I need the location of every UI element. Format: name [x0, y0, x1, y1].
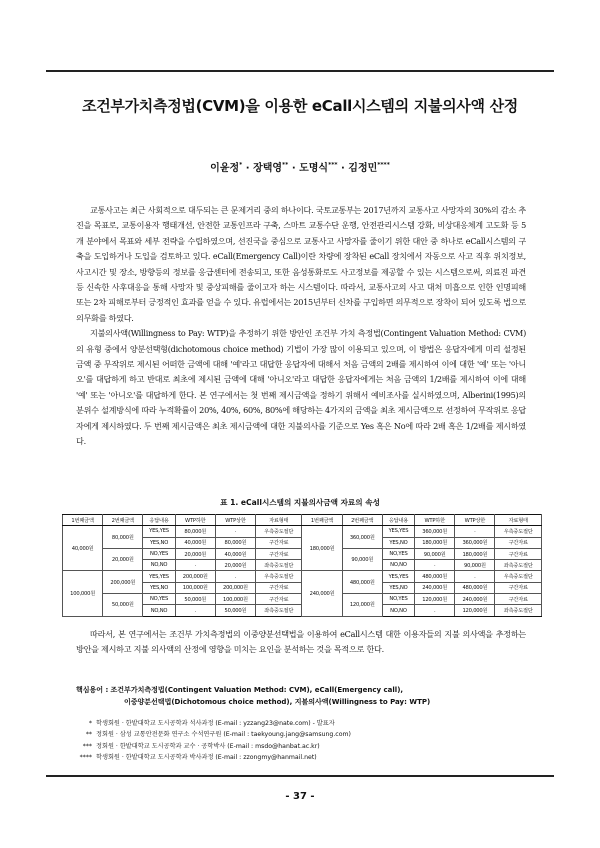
- table-cell: YES,NO: [382, 582, 414, 593]
- author-separator: ·: [341, 163, 345, 174]
- paragraph-intro: 교통사고는 최근 사회적으로 대두되는 큰 문제거리 중의 하나이다. 국토교통부는 2017년까지 교통사고 사망자의 30%의 감소 추진을 목표로, 교통이용자 행태개선, 안전한 교통인프라 구축, 스마트 교통수단 운행, 안전관리시스템 강화, 비상대응체계 고도화 등 5개 분야에서 목표와 세부 전략을 수립하였으며, 선진국을 중심으로 교통사고 사망자를 줄이기 위한 대안 중 하나로 eCall시스템의 구축을 도입하거나 도입을 검토하고 있다. eCall(Emergency Call)이란 차량에 장착된 eCall 장치에서 자동으로 사고 직후 위치정보, 사고시간 및 장소, 방향등의 정보를 응급센터에 전송되고, 또한 음성통화로도 사고정보를 제공할 수 있는 시스템으로써, 의료진 파견 등 신속한 사후대응을 통해 사망자 및 중상피해를 줄이고자 하는 시스템이다. 따라서, 교통사고의 사고 대처 미흡으로 인한 인명피해 또는 2차 피해로부터 긍정적인 효과를 얻을 수 있다. 유럽에서는 2015년부터 신차를 구입하면 의무적으로 장착이 되어 있도록 법으로 의무화를 하였다.: [76, 205, 526, 323]
- author-name: 장택영: [253, 163, 283, 174]
- table-caption: 표 1. eCall시스템의 지불의사금액 자료의 속성: [220, 498, 380, 507]
- table-cell: 우측중도절단: [495, 526, 542, 537]
- paper-title: 조건부가치측정법(CVM)을 이용한 eCall시스템의 지불의사액 산정: [82, 97, 518, 115]
- table-cell: YES,YES: [143, 571, 175, 582]
- author-mark: ***: [328, 161, 338, 169]
- table-cell: 좌측중도절단: [495, 605, 542, 616]
- table-cell: 200,000원: [175, 571, 215, 582]
- table-cell: 240,000원: [415, 582, 455, 593]
- table-cell: 40,000원: [215, 548, 255, 559]
- header-cell: 응답내용: [382, 515, 414, 526]
- conclusion-body: [76, 627, 526, 658]
- table-cell: 100,000원: [175, 582, 215, 593]
- table-cell: 좌측중도절단: [495, 560, 542, 571]
- header-cell: 자료형태: [256, 515, 302, 526]
- table-cell: 360,000원: [415, 526, 455, 537]
- wtp-data-table: [62, 514, 542, 617]
- table-cell: 180,000원: [415, 537, 455, 548]
- table-cell: 360,000원: [342, 526, 382, 549]
- footnote-mark: ****: [79, 753, 92, 761]
- footnote-mark: **: [85, 731, 92, 739]
- keywords-block: [76, 684, 536, 708]
- paragraph-conclusion: 따라서, 본 연구에서는 조건부 가치측정법의 이중양분선택법을 이용하여 eCall시스템 대한 이용자들의 지불 의사액을 추정하는 방안을 제시하고 지불 의사액의 산정에 영향을 미치는 요인을 분석하는 것을 목적으로 한다.: [76, 629, 526, 655]
- table-cell: 우측중도절단: [495, 571, 542, 582]
- table-cell: 좌측중도절단: [256, 560, 302, 571]
- header-cell: 자료형태: [495, 515, 542, 526]
- header-cell: WTP하한: [415, 515, 455, 526]
- table-cell: NO,YES: [143, 548, 175, 559]
- table-cell: YES,NO: [143, 582, 175, 593]
- table-cell: 20,000원: [103, 548, 143, 571]
- footnote: [70, 752, 540, 763]
- table-cell: 구간자료: [495, 537, 542, 548]
- bottom-rule: [46, 775, 554, 777]
- table-cell: 200,000원: [103, 571, 143, 594]
- table-cell: 50,000원: [175, 594, 215, 605]
- table-cell: NO,YES: [382, 594, 414, 605]
- author-separator: ·: [245, 163, 250, 174]
- footnote: [70, 729, 540, 740]
- author-list: [0, 159, 600, 174]
- table-cell: 120,000원: [342, 594, 382, 617]
- table-cell: .: [215, 571, 255, 582]
- table-cell: 구간자료: [495, 548, 542, 559]
- header-cell: WTP상한: [455, 515, 495, 526]
- footnote-mark: *: [88, 720, 92, 727]
- table-cell: 40,000원: [175, 537, 215, 548]
- table-cell: 80,000원: [215, 537, 255, 548]
- author-name: 이윤정: [210, 163, 240, 174]
- header-cell: 응답내용: [143, 515, 175, 526]
- header-cell: 2번째금액: [342, 515, 382, 526]
- table-cell: 구간자료: [256, 594, 302, 605]
- footnote-text: 학생회원 · 한밭대학교 도시공학과 석사과정 (E-mail : yzzang23@nate.com) - 발표자: [96, 720, 335, 727]
- table-cell: .: [455, 526, 495, 537]
- footnote-text: 정회원 · 삼성 교통안전문화 연구소 수석연구원 (E-mail : taekyoung.jang@samsung.com): [96, 731, 351, 739]
- table-cell: 120,000원: [455, 605, 495, 616]
- author-mark: ****: [377, 161, 390, 169]
- table-cell: 90,000원: [342, 548, 382, 571]
- table-cell: 100,000원: [63, 571, 103, 616]
- author-mark: **: [282, 161, 289, 169]
- table-cell: 480,000원: [455, 582, 495, 593]
- table-cell: NO,YES: [143, 594, 175, 605]
- table-cell: 120,000원: [415, 594, 455, 605]
- table-cell: 200,000원: [215, 582, 255, 593]
- table-cell: 360,000원: [455, 537, 495, 548]
- footnote-text: 정회원 · 한밭대학교 도시공학과 교수 · 공학박사 (E-mail : msdo@hanbat.ac.kr): [96, 742, 320, 750]
- table-cell: 구간자료: [256, 537, 302, 548]
- header-cell: 1번째금액: [63, 515, 103, 526]
- table-cell: 240,000원: [302, 571, 342, 616]
- table-cell: NO,YES: [382, 548, 414, 559]
- header-cell: WTP하한: [175, 515, 215, 526]
- table-cell: 240,000원: [455, 594, 495, 605]
- table-cell: .: [175, 605, 215, 616]
- footnote-mark: ***: [82, 742, 92, 750]
- footnote-text: 학생회원 · 한밭대학교 도시공학과 박사과정 (E-mail : zzongmy@hanmail.net): [96, 753, 317, 761]
- table-cell: 구간자료: [256, 548, 302, 559]
- table-cell: 480,000원: [415, 571, 455, 582]
- table-cell: 180,000원: [455, 548, 495, 559]
- keywords-label: 핵심용어 :: [76, 686, 109, 694]
- table-header-row: [63, 515, 542, 526]
- table-cell: .: [415, 560, 455, 571]
- table-cell: 구간자료: [495, 594, 542, 605]
- table-cell: NO,NO: [382, 560, 414, 571]
- table-cell: .: [455, 571, 495, 582]
- table-cell: NO,NO: [143, 605, 175, 616]
- header-cell: WTP상한: [215, 515, 255, 526]
- table-cell: 좌측중도절단: [256, 605, 302, 616]
- table-cell: NO,NO: [382, 605, 414, 616]
- table-cell: NO,NO: [143, 560, 175, 571]
- author-separator: ·: [291, 163, 296, 174]
- table-cell: 20,000원: [215, 560, 255, 571]
- table-cell: .: [175, 560, 215, 571]
- paragraph-method: 지불의사액(Willingness to Pay: WTP)을 추정하기 위한 방안인 조건부 가치 측정법(Contingent Valuation Method: CVM)의 유형 중에서 양분선택형(dichotomous choice method) 기법이 가장 많이 이용되고 있으며, 이 방법은 응답자에게 미리 설정된 금액 중 무작위로 제시된 어떠한 금액에 대해 '예'라고 대답한 응답자에 대해서 처음 금액의 2배를 제시하여 이에 대한 '예' 또는 '아니오'를 대답하게 하고 반대로 최초에 제시된 금액에 대해 '아니오'라고 대답한 응답자에게는 처음 금액의 1/2배를 제시하여 이에 대해 '예' 또는 '아니오'를 대답하게 한다. 본 연구에서는 첫 번째 제시금액을 정하기 위해서 예비조사를 실시하였으며, Alberini(1995)의 분위수 설계방식에 따라 누적확률이 20%, 40%, 60%, 80%에 해당하는 4가지의 금액을 최초 제시금액으로 선정하여 무작위로 응답자에게 제시하였다. 두 번째 제시금액은 최초 제시금액에 대한 지불의사를 기준으로 Yes 혹은 No에 따라 2배 혹은 1/2배를 제시하였다.: [76, 328, 526, 447]
- table-cell: 40,000원: [63, 526, 103, 571]
- page-number: - 37 -: [285, 791, 315, 802]
- table-cell: YES,YES: [143, 526, 175, 537]
- table-cell: YES,NO: [382, 537, 414, 548]
- table-cell: 50,000원: [103, 594, 143, 617]
- footnote: [70, 718, 540, 729]
- table-cell: 80,000원: [175, 526, 215, 537]
- footnotes: [70, 718, 540, 763]
- top-rule: [46, 70, 554, 72]
- table-cell: .: [215, 526, 255, 537]
- table-cell: 90,000원: [415, 548, 455, 559]
- table-row: [63, 526, 542, 537]
- table-cell: 20,000원: [175, 548, 215, 559]
- header-cell: 1번째금액: [302, 515, 342, 526]
- table-cell: .: [415, 605, 455, 616]
- table-cell: 우측중도절단: [256, 571, 302, 582]
- table-cell: 80,000원: [103, 526, 143, 549]
- table-cell: YES,NO: [143, 537, 175, 548]
- author-name: 도명식: [299, 163, 329, 174]
- table-cell: 100,000원: [215, 594, 255, 605]
- header-cell: 2번째금액: [103, 515, 143, 526]
- abstract-body: [76, 203, 526, 450]
- footnote: [70, 741, 540, 752]
- table-cell: 180,000원: [302, 526, 342, 571]
- table-body: [63, 526, 542, 616]
- table-cell: 구간자료: [256, 582, 302, 593]
- table-cell: 우측중도절단: [256, 526, 302, 537]
- table-cell: YES,YES: [382, 526, 414, 537]
- author-mark: *: [239, 161, 243, 169]
- author-name: 김정민: [348, 163, 378, 174]
- table-row: [63, 571, 542, 582]
- table-cell: 90,000원: [455, 560, 495, 571]
- keywords-line: 조건부가치측정법(Contingent Valuation Method: CVM), eCall(Emergency call),: [110, 686, 404, 694]
- table-cell: 480,000원: [342, 571, 382, 594]
- keywords-line: 이중양분선택법(Dichotomous choice method), 지불의사액(Willingness to Pay: WTP): [124, 698, 431, 706]
- table-cell: YES,YES: [382, 571, 414, 582]
- table-cell: 50,000원: [215, 605, 255, 616]
- table-cell: 구간자료: [495, 582, 542, 593]
